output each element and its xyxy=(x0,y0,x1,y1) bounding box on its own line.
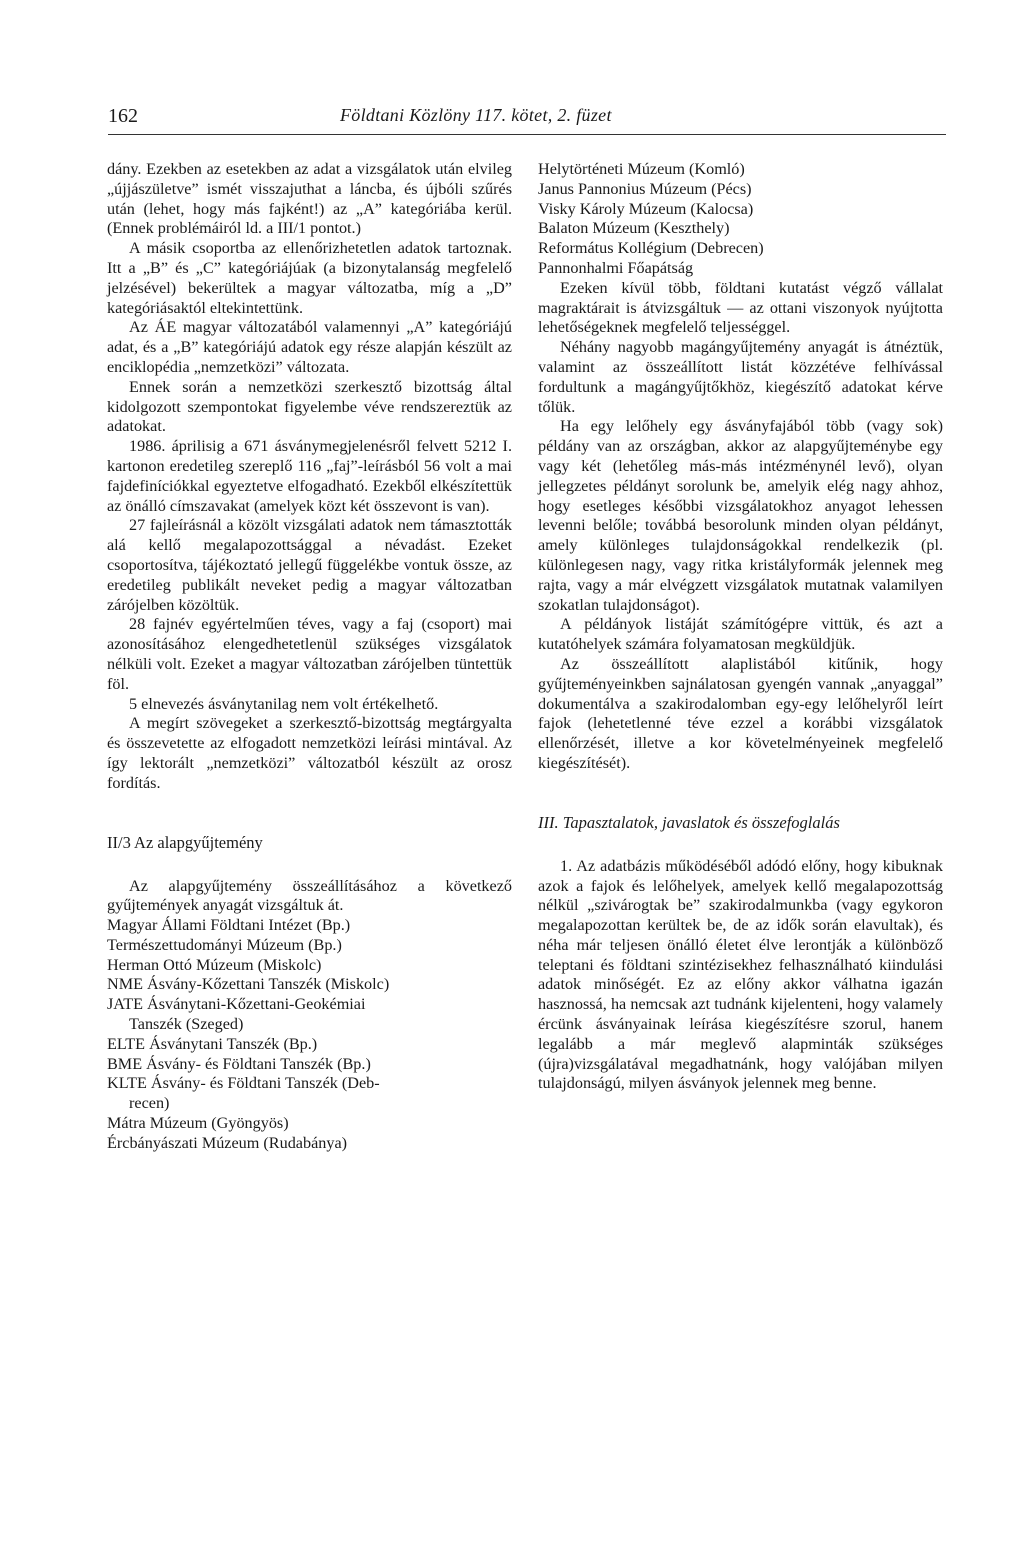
paragraph: Ezeken kívül több, földtani kutatást végző vállalat magraktárait is átvizsgáltuk — az ottani viszonyok nyújtotta lehetőségeknek megfelelő teljességgel. xyxy=(538,278,943,337)
running-title: Földtani Közlöny 117. kötet, 2. füzet xyxy=(340,105,612,125)
paragraph: A példányok listáját számítógépre vittük, és azt a kutatóhelyek számára folyamatosan megküldjük. xyxy=(538,615,943,654)
list-item: Mátra Múzeum (Gyöngyös) xyxy=(107,1114,289,1133)
page-header xyxy=(108,101,946,131)
paragraph: Ennek során a nemzetközi szerkesztő bizottság által kidolgozott szempontokat figyelembe véve rendszereztük az adatokat. xyxy=(107,377,512,436)
list-item: ELTE Ásványtani Tanszék (Bp.) xyxy=(107,1034,318,1053)
paragraph: dány. Ezekben az esetekben az adat a vizsgálatok után elvileg „újjászületve” ismét visszajuthat a láncba, és újbóli szűrés után (lehet, hogy más fajként!) az „A” kategóriába kerül. (Ennek problémáiról ld. a III/1 pontot.) xyxy=(107,160,512,238)
paragraph: 28 fajnév egyértelműen téves, vagy a faj (csoport) mai azonosításához elengedhetetlenül szükséges vizsgálatok nélküli volt. Ezeket a magyar változatban zárójelben tüntettük föl. xyxy=(107,615,512,693)
list-item: Visky Károly Múzeum (Kalocsa) xyxy=(538,199,754,218)
list-item: Janus Pannonius Múzeum (Pécs) xyxy=(538,179,752,198)
header-rule xyxy=(108,134,946,135)
list-item: Balaton Múzeum (Keszthely) xyxy=(538,219,730,238)
paragraph: 5 elnevezés ásványtanilag nem volt értékelhető. xyxy=(129,694,439,713)
list-item: KLTE Ásvány- és Földtani Tanszék (Deb- xyxy=(107,1074,380,1093)
paragraph: 1. Az adatbázis működéséből adódó előny, hogy kibuknak azok a fajok és lelőhelyek, amelyek kellő megalapozottság nélkül „szivárogtak be” szakirodalmunkba (vagy egykoron megalapozottan kerültek be, de az idők során elavultak), és néha már teljesen önálló életet élve lerontják a különböző teleptani és földtani szintézisekhez felhasználható kiindulási adatok minőségét. Ez az előny akkor válhatna igazán hasznossá, ha nemcsak azt tudnánk kijelenteni, hogy valamely ércünk ásványainak leírása kiegészítésre szorul, hanem legalább a már meglevő alapminták szükséges (újra)vizsgálatával megadhatnánk, hogy valójában milyen tulajdonságú, milyen ásványok jelennek meg benne. xyxy=(538,856,943,1093)
paragraph: A megírt szövegeket a szerkesztő-bizottság megtárgyalta és összevetette az elfogadott nemzetközi leírási mintával. Az így lektorált „nemzetközi” változatból készült az orosz fordítás. xyxy=(107,714,512,792)
list-item: NME Ásvány-Kőzettani Tanszék (Miskolc) xyxy=(107,975,390,994)
paragraph: Az ÁE magyar változatából valamennyi „A” kategóriájú adat, és a „B” kategóriájú adatok egy része alapján készült az enciklopédia „nemzetközi” változata. xyxy=(107,318,512,376)
paragraph: A másik csoportba az ellenőrizhetetlen adatok tartoznak. Itt a „B” és „C” kategóriájúak (a bizonytalanság megfelelő jelzésével) bekerültek a magyar változatba, míg a „D” kategóriásaktól eltekintettünk. xyxy=(107,239,512,317)
paragraph: 27 fajleírásnál a közölt vizsgálati adatok nem támasztották alá kellő megalapozottsággal a névadást. Ezeket csoportosítva, tájékoztató jellegű függelékbe vontuk össze, az eredetileg publikált neveket pedig a magyar változatban zárójelben közöltük. xyxy=(107,516,512,614)
left-column xyxy=(107,160,512,1154)
section-heading: II/3 Az alapgyűjtemény xyxy=(107,832,263,852)
paragraph: 1986. áprilisig a 671 ásványmegjelenésről felvett 5212 I. kartonon eredetileg szereplő 116 „faj”-leírásból 56 volt a mai fajdefiníciókkal egyeztetve elfogadható. Ezekből elkészítettük az önálló címszavakat (amelyek közt két összevont is van). xyxy=(107,437,512,515)
right-column xyxy=(538,160,943,1094)
list-item: Pannonhalmi Főapátság xyxy=(538,258,694,277)
paragraph: Néhány nagyobb magángyűjtemény anyagát is átnéztük, valamint az összeállított listát közzétéve felhívással fordultunk a magángyűjtőkhöz, kiegészítő adatokat kérve tőlük. xyxy=(538,338,943,416)
list-item: Természettudományi Múzeum (Bp.) xyxy=(107,935,342,954)
paragraph: Az összeállított alaplistából kitűnik, hogy gyűjteményeinkben sajnálatosan gyengén vannak „anyaggal” dokumentálva a szakirodalomban egy-egy lelőhelyről leírt fajok (lehetetlenné téve ezzel a korábbi vizsgálatok ellenőrzését, illetve a kor követelményeinek megfelelő kiegészítését). xyxy=(538,654,943,772)
collection-list xyxy=(107,916,512,1154)
collection-list xyxy=(538,160,943,279)
section-heading: III. Tapasztalatok, javaslatok és összefoglalás xyxy=(538,812,840,832)
list-item: JATE Ásványtani-Kőzettani-Geokémiai xyxy=(107,995,366,1014)
list-item: BME Ásvány- és Földtani Tanszék (Bp.) xyxy=(107,1054,371,1073)
list-item: Református Kollégium (Debrecen) xyxy=(538,239,764,258)
page-number: 162 xyxy=(108,105,138,127)
paragraph: Ha egy lelőhely egy ásványfajából több (vagy sok) példány van az országban, akkor az alapgyűjteménybe egy vagy két (lehetőleg más-más intézménynél levő), olyan jellegzetes példányt sorolunk be, amelyik elég nagy ahhoz, hogy esetleges későbbi vizsgálatokhoz anyagot lehessen levenni belőle; továbbá besorolunk minden olyan példányt, amely különleges tulajdonságokkal rendelkezik (pl. különlegesen nagy, vagy ritka kristályformák jelennek meg rajta, vagy a már elvégzett vizsgálatok mutatnak valamilyen szokatlan tulajdonságot). xyxy=(538,417,943,614)
list-item: Ércbányászati Múzeum (Rudabánya) xyxy=(107,1133,348,1152)
list-item: Helytörténeti Múzeum (Komló) xyxy=(538,160,745,178)
list-item: Magyar Állami Földtani Intézet (Bp.) xyxy=(107,916,351,935)
list-item: Tanszék (Szeged) xyxy=(129,1015,244,1034)
right-body xyxy=(538,279,943,774)
list-item: recen) xyxy=(129,1094,170,1113)
left-body xyxy=(107,160,512,794)
list-item: Herman Ottó Múzeum (Miskolc) xyxy=(107,955,322,974)
paragraph: Az alapgyűjtemény összeállításához a következő gyűjtemények anyagát vizsgáltuk át. xyxy=(107,876,512,915)
